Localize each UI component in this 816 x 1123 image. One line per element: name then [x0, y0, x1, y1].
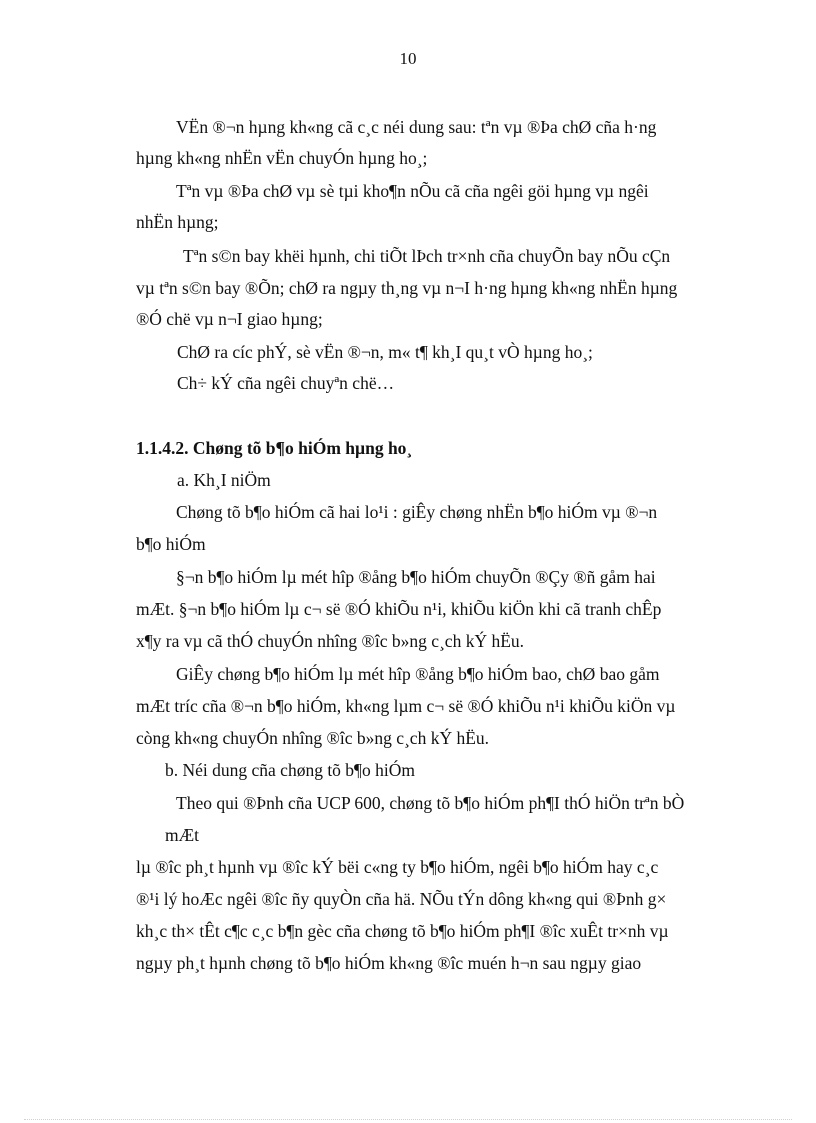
paragraph-line: hµng kh«ng nhËn vËn chuyÓn hµng ho¸;: [136, 148, 428, 168]
paragraph-line: VËn ®¬n hµng kh«ng cã c¸c néi dung sau: tªn vµ ®Þa chØ cña h·ng: [176, 117, 657, 137]
paragraph-line: Tªn vµ ®Þa chØ vµ sè tµi kho¶n nÕu cã cña ngêi göi hµng vµ ngêi: [176, 181, 649, 201]
paragraph-line: mÆt: [165, 825, 200, 845]
paragraph-line: b¶o hiÓm: [136, 534, 206, 554]
paragraph-line: kh¸c th× tÊt c¶c c¸c b¶n gèc cña chøng tõ b¶o hiÓm ph¶I ®îc xuÊt tr×nh vµ: [136, 921, 669, 941]
paragraph-line: Tªn s©n bay khëi hµnh, chi tiÕt lÞch tr×nh cña chuyÕn bay nÕu cÇn: [183, 246, 671, 266]
paragraph-line: GiÊy chøng b¶o hiÓm lµ mét hîp ®ång b¶o hiÓm bao, chØ bao gåm: [176, 664, 660, 684]
paragraph-line: ngµy ph¸t hµnh chøng tõ b¶o hiÓm kh«ng ®îc muén h¬n sau ngµy giao: [136, 953, 642, 973]
paragraph-line: §¬n b¶o hiÓm lµ mét hîp ®ång b¶o hiÓm chuyÕn ®Çy ®ñ gåm hai: [176, 567, 656, 587]
paragraph-line: lµ ®îc ph¸t hµnh vµ ®îc kÝ bëi c«ng ty b¶o hiÓm, ngêi b¶o hiÓm hay c¸c: [136, 857, 659, 877]
paragraph-line: ®Ó chë vµ n¬I giao hµng;: [136, 309, 323, 329]
paragraph-line: x¶y ra vµ cã thÓ chuyÓn nhîng ®îc b»ng c¸ch kÝ hËu.: [136, 631, 525, 651]
paragraph-line: mÆt. §¬n b¶o hiÓm lµ c¬ së ®Ó khiÕu n¹i, khiÕu kiÖn khi cã tranh chÊp: [136, 599, 662, 619]
paragraph-line: còng kh«ng chuyÓn nhîng ®îc b»ng c¸ch kÝ hËu.: [136, 728, 490, 748]
paragraph-line: Theo qui ®Þnh cña UCP 600, chøng tõ b¶o hiÓm ph¶I thÓ hiÖn trªn bÒ: [176, 793, 685, 813]
page-bottom-border: [24, 1119, 792, 1120]
subsection-heading: a. Kh¸I niÖm: [177, 470, 271, 490]
page-number: 10: [399, 49, 417, 68]
paragraph-line: vµ tªn s©n bay ®Õn; chØ ra ngµy th¸ng vµ n¬I h·ng hµng kh«ng nhËn hµng: [136, 278, 678, 298]
section-heading: 1.1.4.2. Chøng tõ b¶o hiÓm hµng ho¸: [136, 438, 413, 458]
paragraph-line: nhËn hµng;: [136, 212, 219, 232]
paragraph-line: ChØ ra cíc phÝ, sè vËn ®¬n, m« t¶ kh¸I qu¸t vÒ hµng ho¸;: [177, 342, 593, 362]
paragraph-line: mÆt tríc cña ®¬n b¶o hiÓm, kh«ng lµm c¬ së ®Ó khiÕu n¹i khiÕu kiÖn vµ: [136, 696, 676, 716]
subsection-heading: b. Néi dung cña chøng tõ b¶o hiÓm: [165, 760, 415, 780]
paragraph-line: ®¹i lý hoÆc ngêi ®îc ñy quyÒn cña hä. NÕu tÝn dông kh«ng qui ®Þnh g×: [136, 889, 667, 909]
paragraph-line: Chøng tõ b¶o hiÓm cã hai lo¹i : giÊy chøng nhËn b¶o hiÓm vµ ®¬n: [176, 502, 658, 522]
paragraph-line: Ch÷ kÝ cña ngêi chuyªn chë…: [177, 373, 395, 393]
